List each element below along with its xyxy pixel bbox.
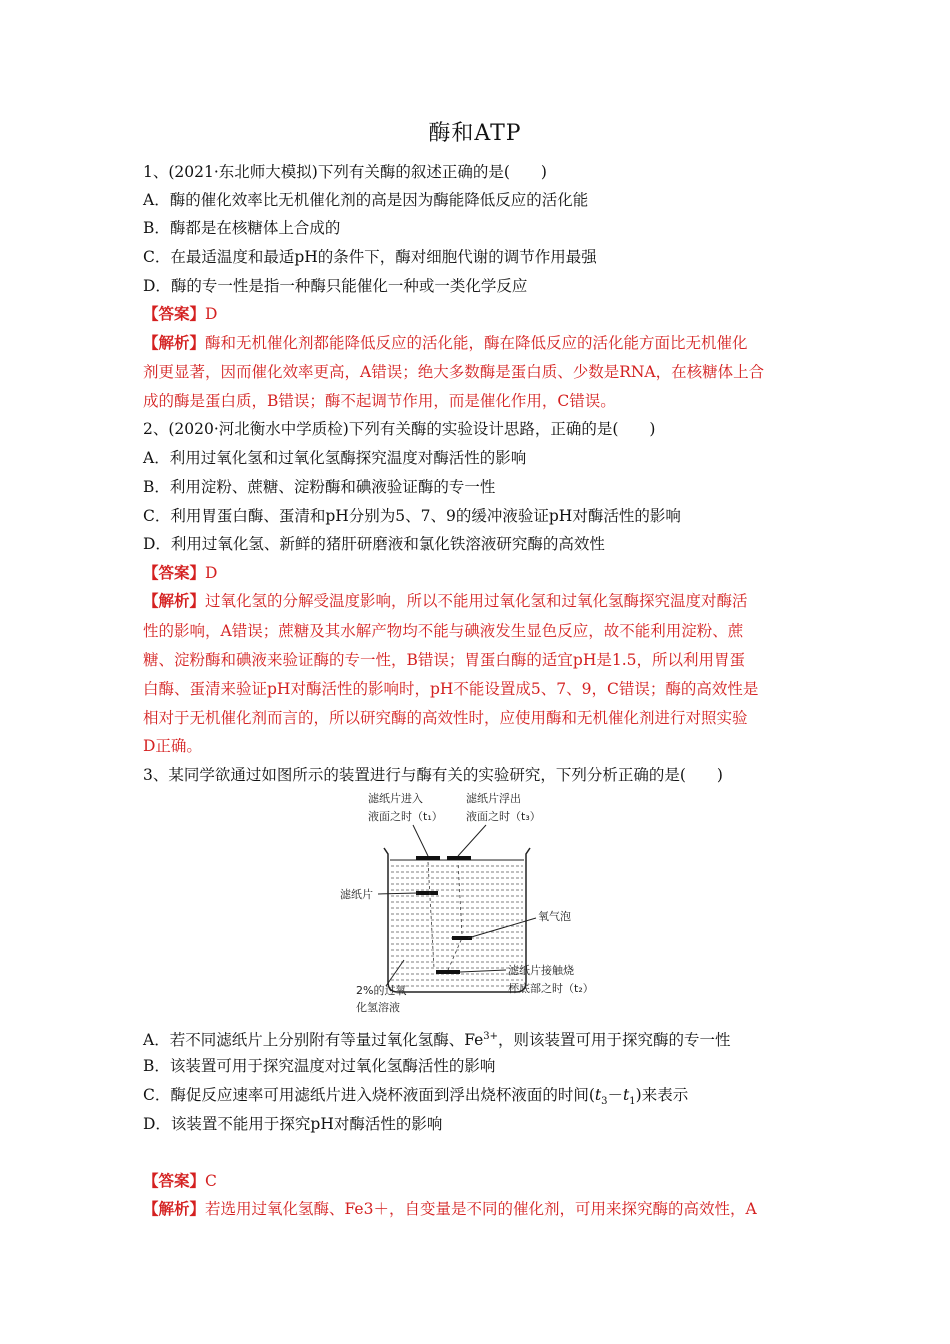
q2-analysis-line: 白酶、蛋清来验证pH对酶活性的影响时，pH不能设置成5、7、9，C错误；酶的高效性是 [143, 680, 759, 698]
q1-option-d: D．酶的专一性是指一种酶只能催化一种或一类化学反应 [143, 277, 528, 295]
filter-paper-bottom [436, 970, 460, 974]
label-float-2: 液面之时（t₃） [466, 810, 541, 823]
label-float-1: 滤纸片浮出 [466, 792, 521, 805]
q2-option-b: B．利用淀粉、蔗糖、淀粉酶和碘液验证酶的专一性 [143, 478, 496, 496]
label-bottom-2: 杯底部之时（t₂） [508, 982, 594, 995]
option-a-text: A．若不同滤纸片上分别附有等量过氧化氢酶、Fe [143, 1031, 484, 1050]
label-bubble: 氧气泡 [538, 910, 571, 923]
q3-answer [143, 1171, 823, 1191]
q1-analysis-line [143, 333, 823, 353]
t3-sub: 3 [601, 1096, 608, 1108]
experiment-figure [338, 790, 608, 1016]
t1-sub: 1 [629, 1096, 636, 1108]
fe-charge: 3+ [483, 1031, 499, 1042]
label-bottom-1: 滤纸片接触烧 [508, 964, 574, 977]
q2-analysis-line: 糖、淀粉酶和碘液来验证酶的专一性，B错误；胃蛋白酶的适宜pH是1.5，所以利用胃蛋 [143, 651, 745, 669]
label-enter-1: 滤纸片进入 [368, 792, 423, 805]
label-solution-2: 化氢溶液 [356, 1001, 400, 1014]
label-enter-2: 液面之时（t₁） [368, 810, 443, 823]
q2-analysis-line: 性的影响，A错误；蔗糖及其水解产物均不能与碘液发生显色反应，故不能利用淀粉、蔗 [143, 622, 744, 640]
answer-tag: 【答案】 [143, 1171, 206, 1190]
answer-value: D [205, 305, 218, 323]
q2-option-c: C．利用胃蛋白酶、蛋清和pH分别为5、7、9的缓冲液验证pH对酶活性的影响 [143, 507, 681, 525]
analysis-tag: 【解析】 [143, 333, 206, 352]
q2-analysis-line: D正确。 [143, 737, 202, 755]
analysis-text: 若选用过氧化氢酶、Fe3＋，自变量是不同的催化剂，可用来探究酶的高效性，A [205, 1200, 757, 1218]
q2-analysis-line [143, 591, 823, 611]
label-paper: 滤纸片 [340, 888, 373, 901]
q2-option-a: A．利用过氧化氢和过氧化氢酶探究温度对酶活性的影响 [143, 449, 527, 467]
q2-analysis-line: 相对于无机催化剂而言的，所以研究酶的高效性时，应使用酶和无机催化剂进行对照实验 [143, 709, 748, 727]
answer-value: D [205, 564, 218, 582]
q2-stem: 2、(2020·河北衡水中学质检)下列有关酶的实验设计思路，正确的是( ) [143, 420, 656, 438]
t1-var: t [623, 1086, 630, 1104]
q1-option-c: C．在最适温度和最适pH的条件下，酶对细胞代谢的调节作用最强 [143, 248, 597, 266]
q2-answer [143, 563, 823, 583]
option-c-text-end: )来表示 [635, 1086, 689, 1104]
q3-stem: 3、某同学欲通过如图所示的装置进行与酶有关的实验研究，下列分析正确的是( ) [143, 766, 723, 784]
analysis-text: 酶和无机催化剂都能降低反应的活化能，酶在降低反应的活化能方面比无机催化 [205, 334, 748, 352]
q2-option-d: D．利用过氧化氢、新鲜的猪肝研磨液和氯化铁溶液研究酶的高效性 [143, 535, 605, 553]
filter-paper-enter [416, 856, 440, 860]
label-solution-1: 2%的过氧 [356, 984, 407, 997]
minus-sign: － [607, 1086, 624, 1104]
q3-option-c [143, 1085, 823, 1112]
filter-paper-float [447, 856, 471, 860]
q1-analysis-line: 成的酶是蛋白质，B错误；酶不起调节作用，而是催化作用，C错误。 [143, 392, 616, 410]
answer-tag: 【答案】 [143, 304, 206, 323]
option-a-text-end: ，则该装置可用于探究酶的专一性 [498, 1031, 731, 1050]
analysis-tag: 【解析】 [143, 591, 206, 610]
page-title: 酶和ATP [428, 121, 522, 146]
q1-answer [143, 304, 823, 324]
q3-option-d: D．该装置不能用于探究pH对酶活性的影响 [143, 1115, 443, 1133]
q1-analysis-line: 剂更显著，因而催化效率更高，A错误；绝大多数酶是蛋白质、少数是RNA，在核糖体上合 [143, 363, 765, 381]
answer-tag: 【答案】 [143, 563, 206, 582]
analysis-text: 过氧化氢的分解受温度影响，所以不能用过氧化氢和过氧化氢酶探究温度对酶活 [205, 592, 748, 610]
analysis-tag: 【解析】 [143, 1199, 206, 1218]
q3-option-a [143, 1027, 823, 1050]
q1-option-b: B．酶都是在核糖体上合成的 [143, 219, 341, 237]
answer-value: C [205, 1172, 217, 1190]
q1-option-a: A．酶的催化效率比无机催化剂的高是因为酶能降低反应的活化能 [143, 191, 589, 209]
t3-var: t [594, 1086, 602, 1104]
q3-analysis-line [143, 1199, 823, 1219]
q3-option-b: B．该装置可用于探究温度对过氧化氢酶活性的影响 [143, 1057, 496, 1075]
filter-paper-middle [416, 891, 438, 895]
q1-stem: 1、(2021·东北师大模拟)下列有关酶的叙述正确的是( ) [143, 163, 547, 181]
option-c-text: C．酶促反应速率可用滤纸片进入烧杯液面到浮出烧杯液面的时间( [143, 1086, 595, 1104]
